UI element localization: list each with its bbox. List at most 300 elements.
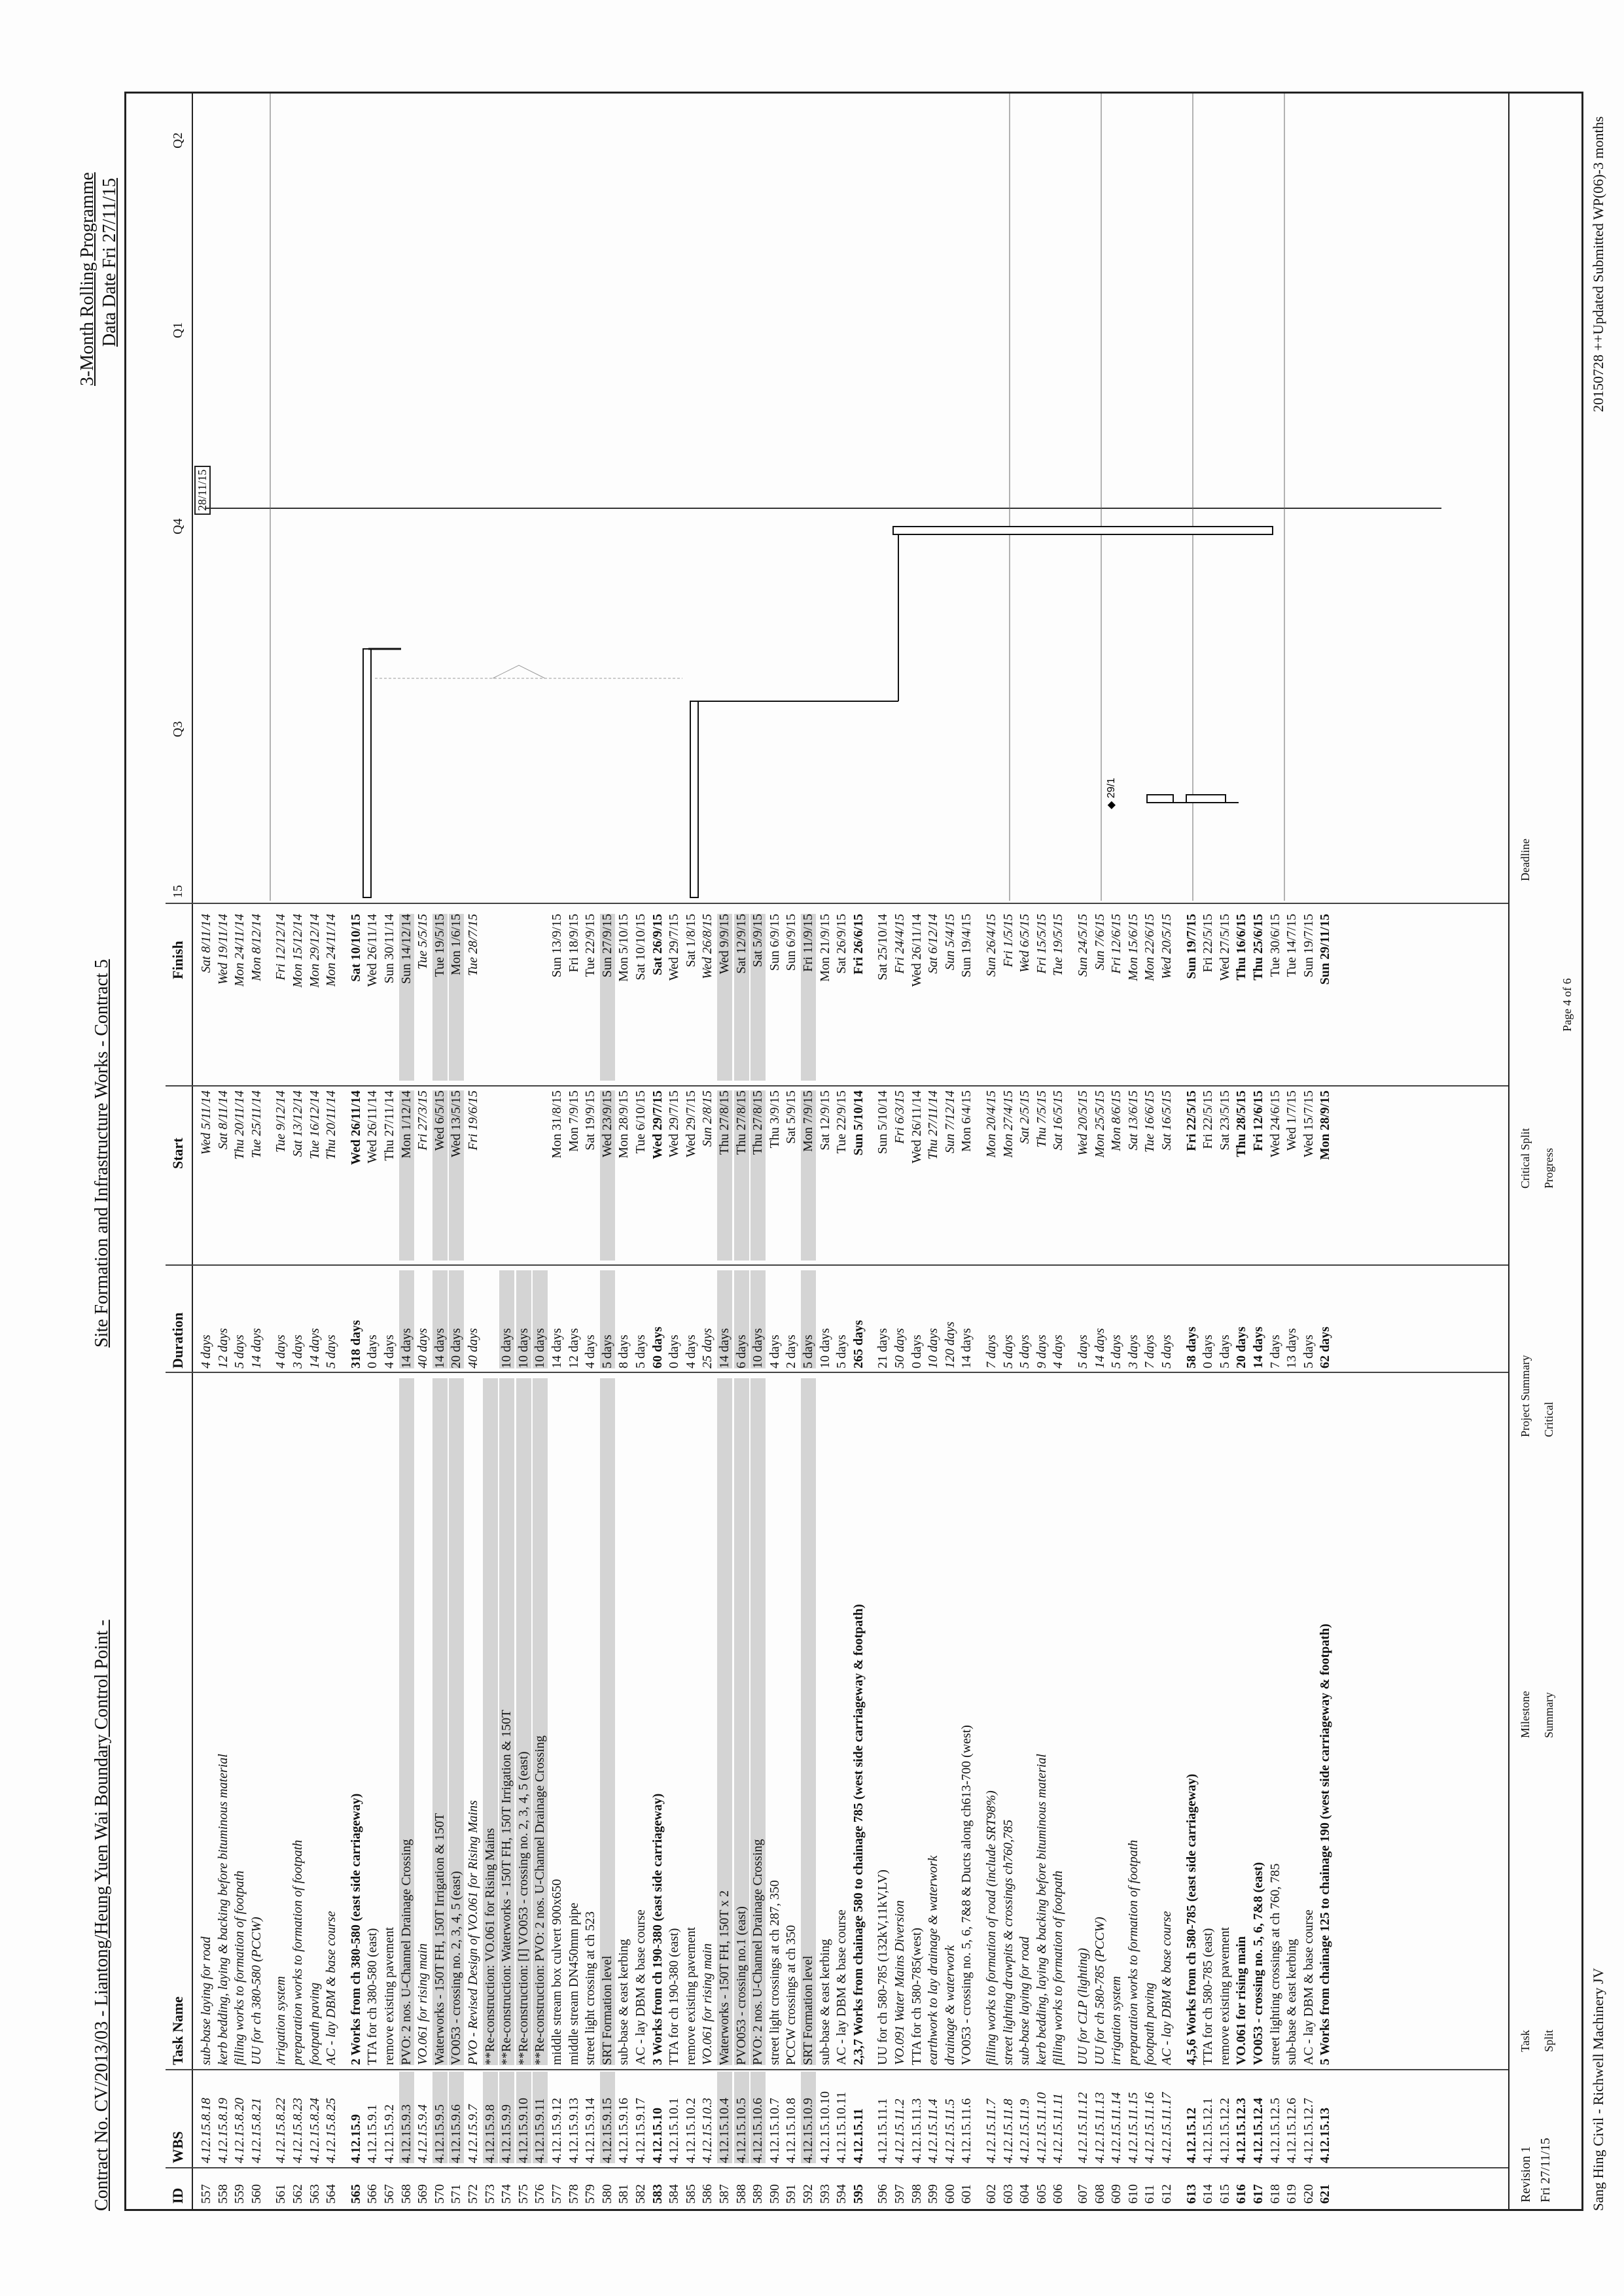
cell-wbs: 4.12.15.10.4	[717, 2072, 732, 2163]
cell-finish: Fri 24/4/15	[892, 914, 907, 974]
cell-name: street light crossing at ch 523	[583, 1911, 598, 2065]
table-row	[273, 907, 289, 2209]
cell-wbs: 4.12.15.10.10	[817, 2091, 832, 2163]
cell-wbs: 4.12.15.12.2	[1217, 2098, 1232, 2163]
cell-start: Thu 27/8/15	[717, 1090, 732, 1261]
cell-start: Mon 1/12/14	[399, 1090, 414, 1261]
cell-wbs: 4.12.15.8.23	[291, 2098, 305, 2163]
cell-id: 587	[717, 2184, 732, 2204]
cell-start: Mon 8/6/15	[1109, 1090, 1124, 1151]
table-row	[432, 907, 448, 2209]
cell-wbs: 4.12.15.11.8	[1000, 2098, 1015, 2163]
cell-dur: 14 days	[550, 1328, 564, 1368]
cell-start: Thu 27/11/14	[382, 1090, 397, 1161]
cell-start: Wed 29/7/15	[650, 1090, 665, 1160]
table-row	[1108, 907, 1124, 2209]
cell-wbs: 4.12.15.11.16	[1142, 2092, 1157, 2163]
cell-start: Mon 20/4/15	[984, 1090, 998, 1158]
cell-name: VO053 - crossing no. 2, 3, 4, 5 (east)	[449, 1378, 464, 2065]
cell-wbs: 4.12.15.9.14	[583, 2098, 598, 2163]
col-id: ID	[169, 2187, 186, 2204]
cell-name: footpath paving	[1142, 1982, 1157, 2065]
table-row	[666, 907, 682, 2209]
cell-start: Mon 7/9/15	[801, 1090, 816, 1261]
table-row	[1125, 907, 1141, 2209]
cell-start: Sun 5/10/14	[875, 1090, 891, 1155]
cell-name: VO053 - crossing no. 5, 6, 7&8 (east)	[1251, 1862, 1265, 2065]
cell-start: Tue 6/10/15	[633, 1090, 648, 1154]
cell-id: 569	[415, 2184, 431, 2204]
cell-finish: Fri 11/9/15	[801, 914, 816, 1081]
cell-dur: 14 days	[959, 1328, 974, 1368]
cell-start: Sat 16/5/15	[1051, 1090, 1066, 1151]
cell-start: Fri 22/5/15	[1201, 1090, 1216, 1149]
gantt-chart	[166, 94, 1513, 901]
cell-finish: Fri 18/9/15	[566, 914, 581, 973]
cell-id: 586	[700, 2184, 715, 2204]
cell-id: 605	[1034, 2184, 1049, 2204]
table-row	[532, 907, 548, 2209]
cell-dur: 0 days	[365, 1334, 380, 1368]
cell-wbs: 4.12.15.10.1	[667, 2098, 682, 2163]
cell-name: 3 Works from ch 190-380 (east side carriageway)	[650, 1793, 665, 2065]
cell-wbs: 4.12.15.9.7	[466, 2104, 480, 2163]
cell-id: 616	[1234, 2184, 1249, 2204]
cell-id: 621	[1318, 2184, 1333, 2204]
table-row	[549, 907, 565, 2209]
cell-wbs: 4.12.15.11.4	[926, 2098, 941, 2163]
cell-finish: Sun 19/4/15	[959, 914, 974, 978]
table-row	[851, 907, 866, 2209]
cell-name: middle stream box culvert 900x650	[550, 1879, 564, 2065]
table-row	[364, 907, 380, 2209]
cell-id: 591	[784, 2184, 799, 2204]
cell-start: Tue 16/6/15	[1142, 1090, 1157, 1153]
cell-dur: 5 days	[1017, 1334, 1033, 1368]
cell-start: Wed 26/11/14	[348, 1090, 363, 1165]
table-row	[942, 907, 958, 2209]
cell-finish: Mon 22/6/15	[1142, 914, 1157, 981]
cell-finish: Wed 27/5/15	[1217, 914, 1232, 981]
cell-wbs: 4.12.15.11.17	[1159, 2092, 1174, 2163]
table-row	[1000, 907, 1016, 2209]
cell-start: Thu 27/11/14	[926, 1090, 941, 1160]
table-row	[1092, 907, 1108, 2209]
cell-name: TTA for ch 190-380 (east)	[667, 1928, 682, 2065]
cell-id: 599	[926, 2184, 941, 2204]
cell-start: Tue 9/12/14	[274, 1090, 289, 1153]
cell-id: 563	[307, 2184, 322, 2204]
cell-dur: 4 days	[583, 1334, 598, 1368]
cell-wbs: 4.12.15.9.5	[432, 2072, 448, 2163]
cell-dur: 0 days	[909, 1334, 924, 1368]
cell-dur: 120 days	[942, 1321, 957, 1368]
cell-dur: 5 days	[1000, 1334, 1015, 1368]
cell-finish: Thu 16/6/15	[1234, 914, 1249, 981]
cell-wbs: 4.12.15.9.4	[415, 2104, 431, 2163]
table-row	[616, 907, 631, 2209]
cell-wbs: 4.12.15.9.6	[449, 2072, 464, 2163]
cell-name: VO053 - crossing no. 5, 6, 7&8 & Ducts along ch613-700 (west)	[959, 1725, 974, 2065]
cell-finish: Sun 27/9/15	[600, 914, 615, 1081]
cell-dur: 5 days	[600, 1270, 615, 1368]
cell-name: **Re-construction: [I] VO053 - crossing no. 2, 3, 4, 5 (east)	[516, 1378, 531, 2065]
cell-wbs: 4.12.15.9.12	[550, 2098, 564, 2163]
cell-finish: Wed 26/11/14	[909, 914, 924, 987]
table-row	[699, 907, 715, 2209]
cell-dur: 318 days	[348, 1320, 363, 1368]
cell-name: UU for ch 580-785 (PCCW)	[1092, 1917, 1107, 2065]
cell-finish: Sun 19/7/15	[1184, 914, 1199, 979]
cell-finish: Sat 26/9/15	[650, 914, 665, 975]
cell-start: Sat 16/5/15	[1159, 1090, 1174, 1151]
cell-id: 613	[1184, 2184, 1199, 2204]
cell-wbs: 4.12.15.12.4	[1251, 2098, 1265, 2163]
cell-name: 5 Works from chainage 125 to chainage 190 (west side carriageway & footpath)	[1318, 1624, 1333, 2065]
cell-id: 619	[1284, 2184, 1299, 2204]
cell-id: 584	[667, 2184, 682, 2204]
cell-wbs: 4.12.15.11.13	[1092, 2092, 1107, 2163]
cell-wbs: 4.12.15.9.3	[399, 2072, 414, 2163]
cell-start: Thu 7/5/15	[1034, 1090, 1049, 1148]
table-row	[983, 907, 999, 2209]
cell-finish: Mon 5/10/15	[616, 914, 631, 982]
cell-start: Fri 12/6/15	[1251, 1090, 1265, 1151]
cell-finish: Sat 5/9/15	[750, 914, 766, 1081]
cell-finish: Sat 6/12/14	[926, 914, 941, 974]
table-row	[683, 907, 699, 2209]
cell-start: Mon 7/9/15	[566, 1090, 581, 1152]
cell-dur: 5 days	[1109, 1334, 1124, 1368]
cell-finish: Tue 22/9/15	[583, 914, 598, 977]
cell-id: 597	[892, 2184, 907, 2204]
cell-finish: Mon 24/11/14	[232, 914, 247, 987]
cell-name: 2,3,7 Works from chainage 580 to chainage 785 (west side carriageway & footpath)	[851, 1604, 866, 2065]
cell-start: Wed 13/5/15	[449, 1090, 464, 1261]
cell-wbs: 4.12.15.12.7	[1301, 2098, 1316, 2163]
cell-start: Mon 27/4/15	[1000, 1090, 1015, 1158]
cell-id: 558	[215, 2184, 230, 2204]
summary-bar-565	[363, 649, 371, 897]
cell-finish: Tue 5/5/15	[415, 914, 431, 970]
cell-start: Fri 19/6/15	[466, 1090, 480, 1151]
cell-finish: Wed 20/5/15	[1159, 914, 1174, 979]
cell-dur: 14 days	[1251, 1327, 1265, 1368]
cell-name: PCCW crossings at ch 350	[784, 1924, 799, 2065]
cell-finish: Wed 26/11/14	[365, 914, 380, 987]
cell-start: Sat 19/9/15	[583, 1090, 598, 1151]
cell-wbs: 4.12.15.9.15	[600, 2072, 615, 2163]
table-row	[1017, 907, 1033, 2209]
table-row	[733, 907, 749, 2209]
cell-finish: Fri 12/6/15	[1109, 914, 1124, 974]
cell-id: 595	[851, 2184, 866, 2204]
cell-id: 576	[533, 2184, 548, 2204]
cell-name: **Re-construction: Waterworks - 150T FH, 150T Irrigation & 150T	[499, 1378, 514, 2065]
footer-right: 20150728 ++Updated Submitted WP(06)-3 months	[1590, 116, 1606, 412]
table-row	[482, 907, 498, 2209]
cell-id: 568	[398, 2184, 414, 2204]
summary-bar	[1147, 795, 1173, 803]
cell-name: PVO - Revised Design of VO.061 for Rising Mains	[466, 1800, 480, 2065]
cell-finish: Sun 24/5/15	[1076, 914, 1090, 977]
cell-id: 590	[767, 2184, 782, 2204]
table-row	[633, 907, 648, 2209]
cell-finish: Mon 29/12/14	[307, 914, 322, 988]
cell-dur: 60 days	[650, 1327, 665, 1368]
cell-id: 594	[834, 2184, 849, 2204]
cell-finish: Mon 15/6/15	[1125, 914, 1140, 981]
cell-id: 566	[365, 2184, 380, 2204]
cell-wbs: 4.12.15.9.8	[483, 2072, 498, 2163]
cell-dur: 40 days	[466, 1328, 480, 1368]
cell-finish: Wed 29/7/15	[667, 914, 682, 981]
table-row	[750, 907, 766, 2209]
data-date: Data Date Fri 27/11/15	[99, 178, 120, 347]
cell-dur: 50 days	[892, 1328, 907, 1368]
cell-start: Sat 13/12/14	[291, 1090, 305, 1157]
cell-start: Mon 6/4/15	[959, 1090, 974, 1152]
table-row	[232, 907, 247, 2209]
cell-id: 611	[1142, 2184, 1157, 2204]
cell-dur: 4 days	[199, 1334, 213, 1368]
summary-bar-583	[690, 701, 698, 897]
legend-summary: Summary	[1542, 1692, 1555, 1738]
col-start: Start	[169, 1138, 186, 1169]
cell-start: Tue 25/11/14	[249, 1090, 264, 1158]
table-row	[1250, 907, 1266, 2209]
cell-wbs: 4.12.15.12.3	[1234, 2098, 1249, 2163]
cell-finish: Sat 25/10/14	[875, 914, 891, 981]
cell-start: Mon 25/5/15	[1092, 1090, 1107, 1158]
cell-dur: 10 days	[533, 1270, 548, 1368]
cell-id: 578	[566, 2184, 581, 2204]
cell-finish: Wed 9/9/15	[717, 914, 732, 1081]
cell-id: 603	[1000, 2184, 1015, 2204]
table-row	[381, 907, 397, 2209]
table-row	[1301, 907, 1316, 2209]
cell-id: 601	[959, 2184, 974, 2204]
cell-wbs: 4.12.15.10.3	[700, 2098, 715, 2163]
legend-milestone: Milestone	[1519, 1691, 1532, 1738]
table-row	[834, 907, 849, 2209]
cell-name: **Re-construction: PVO: 2 nos. U-Channel Drainage Crossing	[533, 1378, 548, 2065]
table-row	[1159, 907, 1174, 2209]
cell-dur: 14 days	[399, 1270, 414, 1368]
cell-start: Wed 1/7/15	[1284, 1090, 1299, 1151]
cell-start: Wed 15/7/15	[1301, 1090, 1316, 1158]
cell-name: PVO053 - crossing no.1 (east)	[734, 1378, 749, 2065]
cell-start: Sun 7/12/14	[942, 1090, 957, 1154]
cell-id: 570	[432, 2184, 447, 2204]
cell-id: 588	[733, 2184, 749, 2204]
cell-wbs: 4.12.15.12.6	[1284, 2098, 1299, 2163]
cell-start: Mon 28/9/15	[1318, 1090, 1333, 1160]
cell-dur: 3 days	[1125, 1334, 1140, 1368]
legend-project-summary: Project Summary	[1519, 1355, 1532, 1437]
cell-wbs: 4.12.15.8.25	[324, 2098, 339, 2163]
cell-wbs: 4.12.15.10.7	[767, 2098, 782, 2163]
timeline-q3: Q3	[171, 721, 185, 737]
cell-name: TTA for ch 580-785 (east)	[1201, 1928, 1216, 2065]
cell-dur: 10 days	[817, 1328, 832, 1368]
cell-id: 609	[1109, 2184, 1124, 2204]
cell-wbs: 4.12.15.11	[851, 2108, 866, 2163]
cell-dur: 58 days	[1184, 1327, 1199, 1368]
cell-dur: 4 days	[767, 1334, 782, 1368]
cell-name: VO.061 for rising main	[415, 1943, 431, 2065]
cell-wbs: 4.12.15.9.11	[533, 2072, 548, 2163]
cell-name: sub-base laying for road	[1017, 1936, 1033, 2065]
cell-wbs: 4.12.15.10.8	[784, 2098, 799, 2163]
table-row	[566, 907, 582, 2209]
cell-wbs: 4.12.15.8.20	[232, 2098, 247, 2163]
timeline-label-15: 15	[171, 885, 185, 898]
cell-start: Wed 24/6/15	[1267, 1090, 1282, 1158]
cell-finish: Sun 6/9/15	[767, 914, 782, 971]
cell-finish: Sat 12/9/15	[734, 914, 749, 1081]
cell-finish: Sat 26/9/15	[834, 914, 849, 974]
cell-dur: 13 days	[1284, 1328, 1299, 1368]
cell-finish: Sun 19/7/15	[1301, 914, 1316, 978]
cell-name: remove existing pavement	[1217, 1926, 1232, 2065]
summary-bar	[1186, 795, 1226, 803]
cell-wbs: 4.12.15.9.9	[499, 2072, 514, 2163]
cell-name: AC - lay DBM & base course	[834, 1909, 849, 2065]
cell-name: UU for ch 380-580 (PCCW)	[249, 1917, 264, 2065]
cell-id: 585	[683, 2184, 698, 2204]
cell-wbs: 4.12.15.8.19	[215, 2098, 230, 2163]
table-row	[1034, 907, 1050, 2209]
cell-finish: Sun 14/12/14	[399, 914, 414, 1081]
cell-id: 575	[516, 2184, 531, 2204]
cell-id: 574	[499, 2184, 514, 2204]
cell-id: 593	[817, 2184, 832, 2204]
legend-page: Page 4 of 6	[1561, 978, 1574, 1032]
cell-name: footpath paving	[307, 1982, 322, 2065]
cell-dur: 14 days	[717, 1270, 732, 1368]
cell-id: 557	[199, 2184, 213, 2204]
cell-dur: 4 days	[382, 1334, 397, 1368]
contract-title: Contract No. CV/2013/03 - Liantong/Heung Yuen Wai Boundary Control Point -	[92, 1620, 112, 2211]
cell-name: AC - lay DBM & base course	[1301, 1909, 1316, 2065]
cell-wbs: 4.12.15.9.1	[365, 2104, 380, 2163]
cell-id: 620	[1301, 2184, 1316, 2204]
cell-start: Wed 23/9/15	[600, 1090, 615, 1261]
cell-id: 564	[324, 2184, 339, 2204]
cell-dur: 20 days	[449, 1270, 464, 1368]
gantt-bars	[166, 94, 1513, 901]
cell-wbs: 4.12.15.11.3	[909, 2098, 924, 2163]
cell-wbs: 4.12.15.9.2	[382, 2104, 397, 2163]
cell-start: Sat 12/9/15	[817, 1090, 832, 1151]
cell-wbs: 4.12.15.11.5	[942, 2098, 957, 2163]
cell-name: middle stream DN450mm pipe	[566, 1902, 581, 2065]
table-row	[1233, 907, 1249, 2209]
cell-finish: Fri 15/5/15	[1034, 914, 1049, 974]
cell-wbs: 4.12.15.11.12	[1076, 2092, 1090, 2163]
cell-dur: 7 days	[1142, 1334, 1157, 1368]
table-row	[925, 907, 941, 2209]
cell-wbs: 4.12.15.11.15	[1125, 2092, 1140, 2163]
col-task-name: Task Name	[169, 1996, 186, 2065]
cell-wbs: 4.12.15.11.7	[984, 2098, 998, 2163]
cell-finish: Wed 6/5/15	[1017, 914, 1033, 973]
cell-finish: Tue 28/7/15	[466, 914, 480, 977]
cell-wbs: 4.12.15.11.1	[875, 2098, 891, 2163]
cell-wbs: 4.12.15.10.5	[734, 2072, 749, 2163]
timeline-q4: Q4	[171, 518, 185, 534]
cell-wbs: 4.12.15.8.24	[307, 2098, 322, 2163]
cell-dur: 4 days	[274, 1334, 289, 1368]
cell-wbs: 4.12.15.12.1	[1201, 2098, 1216, 2163]
cell-name: remove existing pavement	[683, 1926, 698, 2065]
cell-name: preparation works to formation of footpath	[1125, 1839, 1140, 2065]
table-row	[348, 907, 364, 2209]
cell-id: 600	[942, 2184, 957, 2204]
cell-finish: Sat 10/10/15	[633, 914, 648, 981]
table-row	[290, 907, 306, 2209]
cell-id: 580	[599, 2184, 614, 2204]
cell-dur: 12 days	[215, 1328, 230, 1368]
table-row	[448, 907, 464, 2209]
cell-name: UU for CLP (lighting)	[1076, 1947, 1090, 2065]
cell-name: filling works to formation of footpath	[1051, 1870, 1066, 2065]
cell-dur: 14 days	[249, 1328, 264, 1368]
cell-id: 618	[1267, 2184, 1282, 2204]
cell-dur: 5 days	[633, 1334, 648, 1368]
timeline-q2: Q2	[171, 132, 185, 148]
table-row	[323, 907, 339, 2209]
cell-start: Thu 20/11/14	[232, 1090, 247, 1160]
cell-finish: Fri 12/12/14	[274, 914, 289, 981]
cell-wbs: 4.12.15.10.11	[834, 2091, 849, 2163]
cell-id: 592	[801, 2184, 815, 2204]
table-row	[716, 907, 732, 2209]
cell-name: UU for ch 580-785 (132kV,11kV,LV)	[875, 1870, 891, 2065]
cell-name: **Re-construction: VO.061 for Rising Mains	[483, 1378, 498, 2065]
table-row	[650, 907, 665, 2209]
cell-start: Sat 13/6/15	[1125, 1090, 1140, 1151]
cell-id: 559	[232, 2184, 247, 2204]
cell-start: Wed 29/7/15	[667, 1090, 682, 1158]
cell-name: AC - lay DBM & base course	[633, 1909, 648, 2065]
cell-id: 571	[449, 2184, 464, 2204]
cell-name: 4,5,6 Works from ch 580-785 (east side carriageway)	[1184, 1773, 1199, 2065]
cell-name: AC - lay DBM & base course	[1159, 1911, 1174, 2065]
cell-start: Sat 23/5/15	[1217, 1090, 1232, 1151]
cell-wbs: 4.12.15.10.2	[683, 2098, 698, 2163]
cell-name: kerb bedding, laying & backing before bituminous material	[215, 1754, 230, 2065]
cell-id: 615	[1217, 2184, 1232, 2204]
table-row	[909, 907, 925, 2209]
cell-dur: 5 days	[834, 1334, 849, 1368]
table-row	[817, 907, 833, 2209]
cell-dur: 14 days	[307, 1328, 322, 1368]
cell-name: Waterworks - 150T FH, 150T x 2	[717, 1378, 732, 2065]
cell-dur: 5 days	[232, 1334, 247, 1368]
cell-id: 607	[1076, 2184, 1090, 2204]
cell-dur: 14 days	[432, 1270, 448, 1368]
cell-wbs: 4.12.15.8.21	[249, 2098, 264, 2163]
cell-name: PVO: 2 nos. U-Channel Drainage Crossing	[399, 1378, 414, 2065]
legend-critical: Critical	[1542, 1402, 1555, 1437]
cell-wbs: 4.12.15.12	[1184, 2108, 1199, 2163]
cell-dur: 5 days	[1217, 1334, 1232, 1368]
cell-wbs: 4.12.15.11.10	[1034, 2092, 1049, 2163]
cell-name: kerb bedding, laying & backing before bituminous material	[1034, 1754, 1049, 2065]
cell-name: sub-base laying for road	[199, 1936, 213, 2065]
